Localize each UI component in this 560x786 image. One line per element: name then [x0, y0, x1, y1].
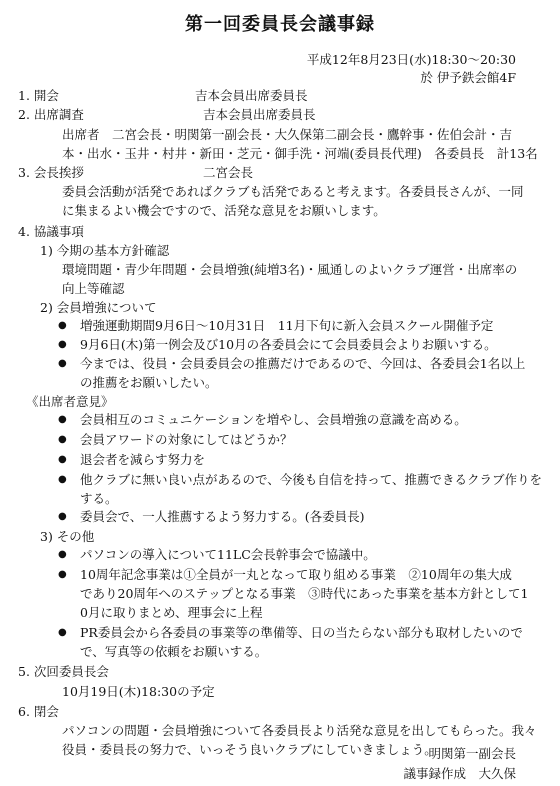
- document-title: 第一回委員長会議事録: [185, 14, 375, 35]
- bullet-icon: ●: [58, 627, 67, 638]
- bullet-icon: ●: [58, 511, 67, 522]
- bullet-icon: ●: [58, 320, 67, 331]
- other-item-continued: 0月に取りまとめ、理事会に上程: [80, 605, 263, 620]
- meeting-date: 平成12年8月23日(水)18:30～20:30: [306, 52, 516, 67]
- opinions-heading: 《出席者意見》: [26, 394, 114, 409]
- opinion-item: 会員相互のコミュニケーションを増やし、会員増強の意識を高める。: [80, 412, 467, 427]
- membership-item-continued: の推薦をお願いしたい。: [80, 375, 218, 390]
- section-attendance-detail: 吉本会員出席委員長: [203, 107, 316, 122]
- section-discussion-heading: 4. 協議事項: [18, 224, 84, 239]
- bullet-icon: ●: [58, 358, 67, 369]
- bullet-icon: ●: [58, 434, 67, 445]
- bullet-icon: ●: [58, 454, 67, 465]
- opinion-item: 会員アワードの対象にしてはどうか？: [80, 432, 293, 447]
- closing-line: 役員・委員長の努力で、いっそう良いクラブにしていきましょう。: [62, 742, 437, 757]
- bullet-icon: ●: [58, 569, 67, 580]
- opinion-item: 退会者を減らす努力を: [80, 452, 206, 467]
- other-item-continued: で、写真等の依頼をお願いする。: [80, 644, 268, 659]
- section-closing-heading: 6. 閉会: [18, 704, 59, 719]
- policy-line: 環境問題・青少年問題・会員増強(純増3名)・風通しのよいクラブ運営・出席率の: [62, 262, 518, 277]
- attendance-line: 本・出水・玉井・村井・新田・芝元・御手洗・河端(委員長代理) 各委員長 計13名: [62, 146, 538, 161]
- greeting-line: 委員会活動が活発であればクラブも活発であると考えます。各委員長さんが、一同: [62, 184, 524, 199]
- opinion-item-continued: する。: [80, 491, 118, 506]
- meeting-venue: 於 伊予鉄会館4F: [420, 70, 516, 85]
- bullet-icon: ●: [58, 549, 67, 560]
- signer: 明関第一副会長: [428, 746, 516, 761]
- other-item-continued: であり20周年へのステップとなる事業 ③時代にあった事業を基本方針として1: [80, 586, 529, 601]
- membership-item: 増強運動期間9月6日～10月31日 11月下旬に新入会員スクール開催予定: [80, 318, 494, 333]
- membership-item: 9月6日(木)第一例会及び10月の各委員会にて会員委員会よりお願いする。: [80, 337, 497, 352]
- bullet-icon: ●: [58, 474, 67, 485]
- section-next-meeting-heading: 5. 次回委員長会: [18, 664, 109, 679]
- policy-subheading: 1) 今期の基本方針確認: [40, 243, 170, 258]
- membership-subheading: 2) 会員増強について: [40, 300, 157, 315]
- section-attendance-heading: 2. 出席調査: [18, 107, 84, 122]
- opinion-item: 委員会で、一人推薦するよう努力する。(各委員長): [80, 509, 365, 524]
- bullet-icon: ●: [58, 339, 67, 350]
- section-opening-detail: 吉本会員出席委員長: [195, 88, 308, 103]
- other-item: パソコンの導入について11LC会長幹事会で協議中。: [80, 547, 376, 562]
- bullet-icon: ●: [58, 414, 67, 425]
- other-subheading: 3) その他: [40, 529, 95, 544]
- section-greeting-detail: 二宮会長: [203, 165, 254, 180]
- other-item: PR委員会から各委員の事業等の準備等、日の当たらない部分も取材したいので: [80, 625, 523, 640]
- attendance-line: 出席者 二宮会長・明関第一副会長・大久保第二副会長・鷹幹事・佐伯会計・吉: [62, 127, 513, 142]
- closing-line: パソコンの問題・会員増強について各委員長より活発な意見を出してもらった。我々: [62, 723, 537, 738]
- other-item: 10周年記念事業は①全員が一丸となって取り組める事業 ②10周年の集大成: [80, 567, 512, 582]
- next-meeting-detail: 10月19日(木)18:30の予定: [62, 684, 215, 699]
- section-greeting-heading: 3. 会長挨拶: [18, 165, 84, 180]
- recorder: 議事録作成 大久保: [403, 766, 516, 781]
- section-opening-heading: 1. 開会: [18, 88, 59, 103]
- opinion-item: 他クラブに無い良い点があるので、今後も自信を持って、推薦できるクラブ作りを: [80, 472, 543, 487]
- policy-line: 向上等確認: [62, 281, 125, 296]
- greeting-line: に集まるよい機会ですので、活発な意見をお願いします。: [62, 203, 386, 218]
- membership-item: 今までは、役員・会員委員会の推薦だけであるので、今回は、各委員会1名以上: [80, 356, 526, 371]
